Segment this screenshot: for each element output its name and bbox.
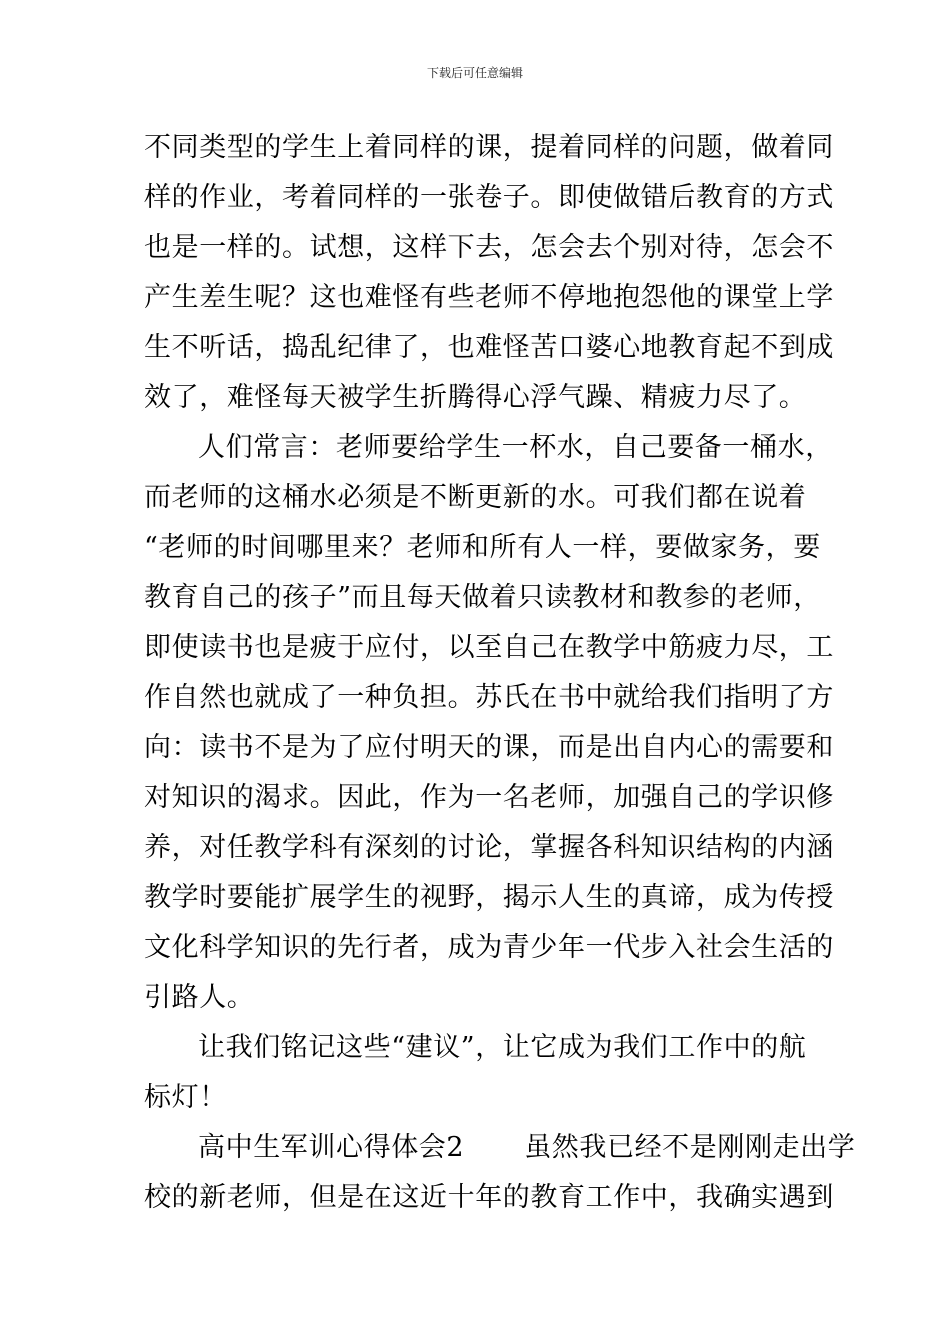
text-line: 作自然也就成了一种负担。苏氏在书中就给我们指明了方 — [144, 682, 834, 713]
text-line: 引路人。 — [144, 982, 255, 1013]
text-line: 也是一样的。试想，这样下去，怎会去个别对待，怎会不 — [144, 232, 834, 263]
text-line: 即使读书也是疲于应付，以至自己在教学中筋疲力尽，工 — [144, 632, 834, 663]
text-line: 向：读书不是为了应付明天的课，而是出自内心的需要和 — [144, 732, 834, 763]
paragraph-first-line: 让我们铭记这些“建议”，让它成为我们工作中的航 — [198, 1032, 807, 1063]
text-line: 标灯！ — [144, 1082, 227, 1113]
section-title: 高中生军训心得体会2 — [198, 1132, 465, 1163]
paragraph-first-line: 人们常言：老师要给学生一杯水，自己要备一桶水， — [198, 432, 833, 463]
text-line: 文化科学知识的先行者，成为青少年一代步入社会生活的 — [144, 932, 834, 963]
text-line: 教育自己的孩子”而且每天做着只读教材和教参的老师， — [144, 582, 821, 613]
text-line: 效了，难怪每天被学生折腾得心浮气躁、精疲力尽了。 — [144, 382, 807, 413]
paragraph-first-line — [198, 1131, 856, 1165]
section-text: 虽然我已经不是刚刚走出学 — [524, 1132, 856, 1163]
text-line: “老师的时间哪里来？老师和所有人一样，要做家务，要 — [144, 532, 821, 563]
text-line: 对知识的渴求。因此，作为一名老师，加强自己的学识修 — [144, 782, 834, 813]
text-line: 不同类型的学生上着同样的课，提着同样的问题，做着同 — [144, 132, 834, 163]
text-line: 产生差生呢？这也难怪有些老师不停地抱怨他的课堂上学 — [144, 282, 834, 313]
text-line: 教学时要能扩展学生的视野，揭示人生的真谛，成为传授 — [144, 882, 834, 913]
text-line: 生不听话，捣乱纪律了，也难怪苦口婆心地教育起不到成 — [144, 332, 834, 363]
text-line: 养，对任教学科有深刻的讨论，掌握各科知识结构的内涵 — [144, 832, 834, 863]
text-line: 样的作业，考着同样的一张卷子。即使做错后教育的方式 — [144, 182, 834, 213]
text-line: 校的新老师，但是在这近十年的教育工作中，我确实遇到 — [144, 1182, 834, 1213]
text-line: 而老师的这桶水必须是不断更新的水。可我们都在说着 — [144, 482, 807, 513]
page-header: 下载后可任意编辑 — [426, 66, 523, 80]
